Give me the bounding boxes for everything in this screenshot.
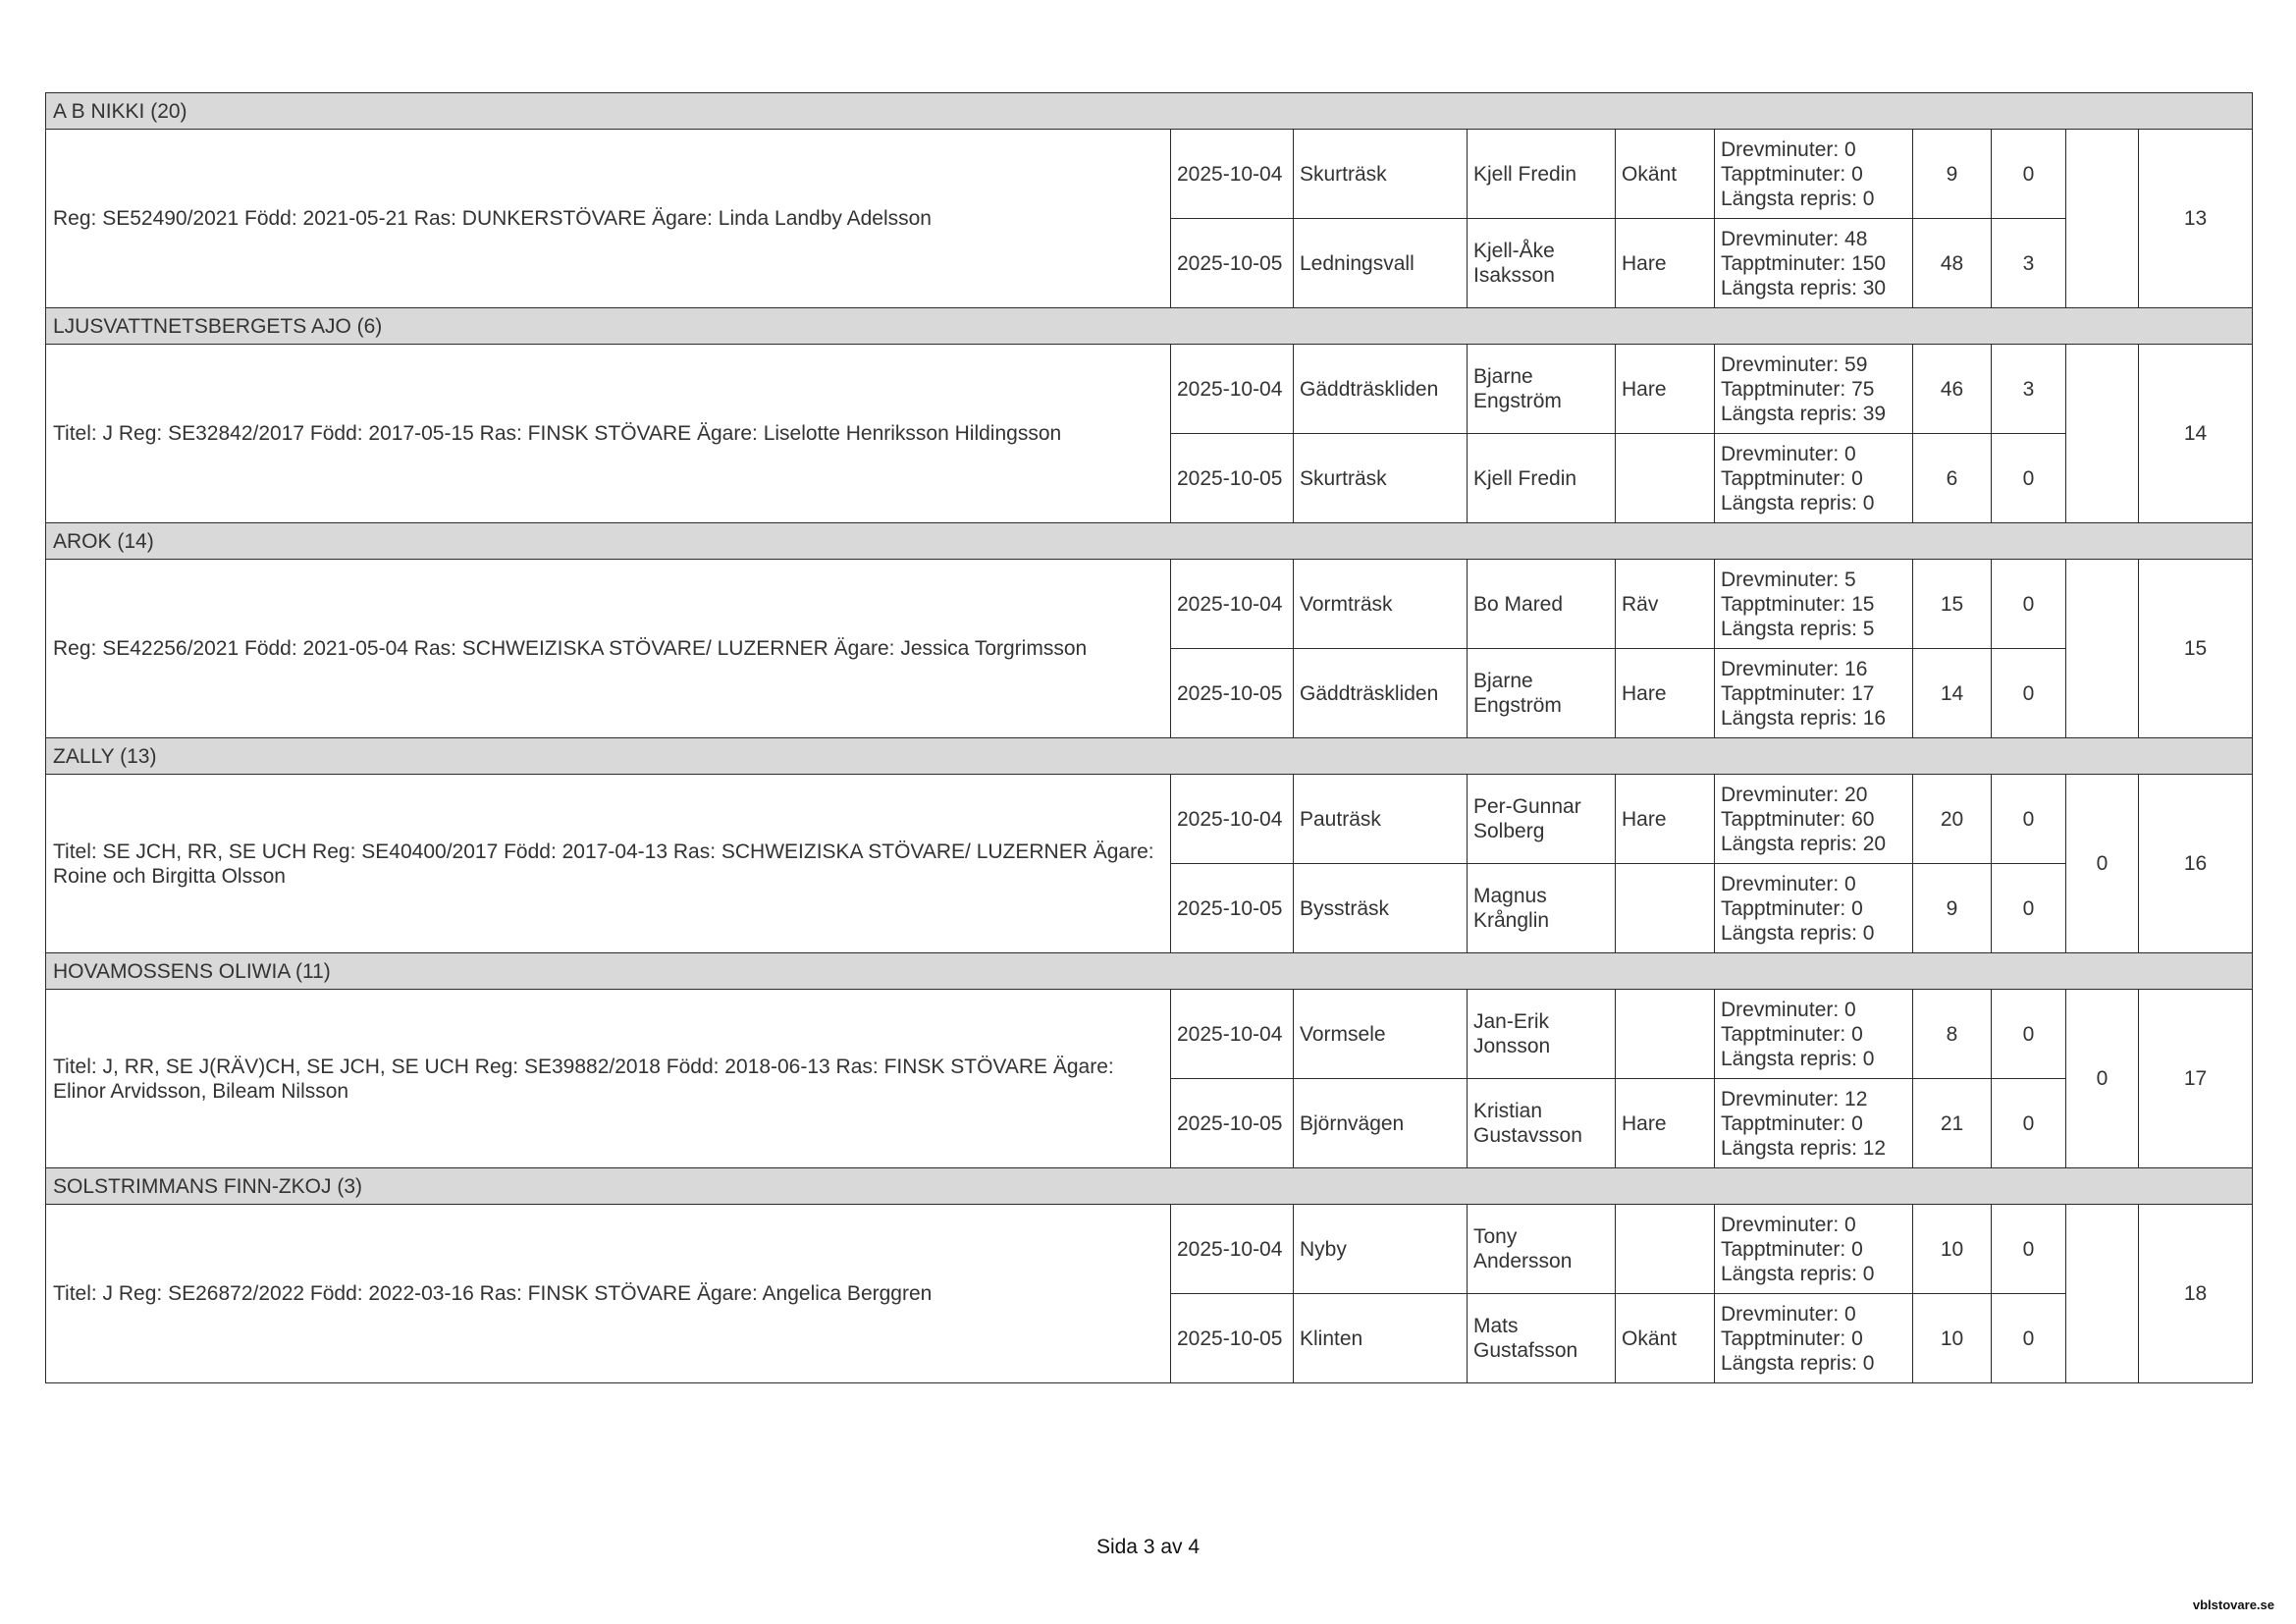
extra-points: 0	[2066, 990, 2139, 1168]
dog-name: AROK (14)	[46, 523, 2253, 560]
trial-date: 2025-10-05	[1171, 1079, 1294, 1168]
dog-name: HOVAMOSSENS OLIWIA (11)	[46, 953, 2253, 990]
trial-date: 2025-10-04	[1171, 130, 1294, 219]
trial-area: Skurträsk	[1294, 434, 1468, 523]
trial-run-row	[46, 345, 2253, 434]
score-value: 48	[1913, 219, 1992, 308]
judge-name: Magnus Krånglin	[1468, 864, 1616, 953]
game-type: Hare	[1616, 219, 1715, 308]
dog-name: LJUSVATTNETSBERGETS AJO (6)	[46, 308, 2253, 345]
judge-name: Jan-Erik Jonsson	[1468, 990, 1616, 1079]
dog-details: Reg: SE42256/2021 Född: 2021-05-04 Ras: SCHWEIZISKA STÖVARE/ LUZERNER Ägare: Jessica Torgrimsson	[46, 560, 1171, 738]
placement: 18	[2139, 1205, 2253, 1383]
judge-name: Bjarne Engström	[1468, 345, 1616, 434]
trial-date: 2025-10-04	[1171, 560, 1294, 649]
game-type: Hare	[1616, 345, 1715, 434]
score-value: 10	[1913, 1294, 1992, 1383]
points-value: 0	[1992, 434, 2066, 523]
game-type	[1616, 434, 1715, 523]
points-value: 0	[1992, 990, 2066, 1079]
trial-date: 2025-10-04	[1171, 990, 1294, 1079]
trial-date: 2025-10-05	[1171, 864, 1294, 953]
score-value: 9	[1913, 130, 1992, 219]
trial-date: 2025-10-05	[1171, 219, 1294, 308]
dog-name: ZALLY (13)	[46, 738, 2253, 775]
dog-heading-row	[46, 308, 2253, 345]
run-statistics: Drevminuter: 0 Tapptminuter: 0 Längsta repris: 0	[1715, 1205, 1913, 1294]
trial-run-row	[46, 775, 2253, 864]
score-value: 9	[1913, 864, 1992, 953]
score-value: 10	[1913, 1205, 1992, 1294]
run-statistics: Drevminuter: 48 Tapptminuter: 150 Längsta repris: 30	[1715, 219, 1913, 308]
results-table	[45, 92, 2253, 1383]
trial-date: 2025-10-05	[1171, 649, 1294, 738]
points-value: 0	[1992, 1205, 2066, 1294]
judge-name: Kjell-Åke Isaksson	[1468, 219, 1616, 308]
trial-area: Vormsele	[1294, 990, 1468, 1079]
judge-name: Tony Andersson	[1468, 1205, 1616, 1294]
trial-area: Nyby	[1294, 1205, 1468, 1294]
extra-points	[2066, 560, 2139, 738]
score-value: 46	[1913, 345, 1992, 434]
extra-points	[2066, 345, 2139, 523]
points-value: 0	[1992, 1079, 2066, 1168]
points-value: 0	[1992, 775, 2066, 864]
run-statistics: Drevminuter: 59 Tapptminuter: 75 Längsta repris: 39	[1715, 345, 1913, 434]
trial-area: Vormträsk	[1294, 560, 1468, 649]
run-statistics: Drevminuter: 16 Tapptminuter: 17 Längsta repris: 16	[1715, 649, 1913, 738]
trial-date: 2025-10-04	[1171, 775, 1294, 864]
game-type	[1616, 864, 1715, 953]
judge-name: Kristian Gustavsson	[1468, 1079, 1616, 1168]
dog-heading-row	[46, 93, 2253, 130]
trial-run-row	[46, 990, 2253, 1079]
placement: 15	[2139, 560, 2253, 738]
trial-area: Björnvägen	[1294, 1079, 1468, 1168]
trial-area: Byssträsk	[1294, 864, 1468, 953]
game-type: Hare	[1616, 775, 1715, 864]
run-statistics: Drevminuter: 5 Tapptminuter: 15 Längsta repris: 5	[1715, 560, 1913, 649]
run-statistics: Drevminuter: 0 Tapptminuter: 0 Längsta repris: 0	[1715, 130, 1913, 219]
trial-date: 2025-10-04	[1171, 345, 1294, 434]
run-statistics: Drevminuter: 0 Tapptminuter: 0 Längsta repris: 0	[1715, 990, 1913, 1079]
run-statistics: Drevminuter: 0 Tapptminuter: 0 Längsta repris: 0	[1715, 1294, 1913, 1383]
game-type: Räv	[1616, 560, 1715, 649]
dog-heading-row	[46, 738, 2253, 775]
points-value: 0	[1992, 1294, 2066, 1383]
judge-name: Kjell Fredin	[1468, 130, 1616, 219]
trial-date: 2025-10-05	[1171, 1294, 1294, 1383]
trial-date: 2025-10-05	[1171, 434, 1294, 523]
game-type	[1616, 1205, 1715, 1294]
judge-name: Bjarne Engström	[1468, 649, 1616, 738]
run-statistics: Drevminuter: 0 Tapptminuter: 0 Längsta repris: 0	[1715, 864, 1913, 953]
score-value: 8	[1913, 990, 1992, 1079]
site-name: vblstovare.se	[2192, 1597, 2274, 1612]
trial-area: Gäddträskliden	[1294, 649, 1468, 738]
judge-name: Per-Gunnar Solberg	[1468, 775, 1616, 864]
dog-details: Titel: J Reg: SE32842/2017 Född: 2017-05-15 Ras: FINSK STÖVARE Ägare: Liselotte Henriksson Hildingsson	[46, 345, 1171, 523]
results-body	[46, 93, 2253, 1383]
placement: 16	[2139, 775, 2253, 953]
run-statistics: Drevminuter: 20 Tapptminuter: 60 Längsta repris: 20	[1715, 775, 1913, 864]
dog-heading-row	[46, 523, 2253, 560]
run-statistics: Drevminuter: 12 Tapptminuter: 0 Längsta repris: 12	[1715, 1079, 1913, 1168]
trial-date: 2025-10-04	[1171, 1205, 1294, 1294]
trial-area: Ledningsvall	[1294, 219, 1468, 308]
points-value: 0	[1992, 130, 2066, 219]
score-value: 21	[1913, 1079, 1992, 1168]
placement: 17	[2139, 990, 2253, 1168]
dog-details: Titel: J, RR, SE J(RÄV)CH, SE JCH, SE UCH Reg: SE39882/2018 Född: 2018-06-13 Ras: FINSK STÖVARE Ägare: Elinor Arvidsson, Bileam Nilsson	[46, 990, 1171, 1168]
trial-area: Skurträsk	[1294, 130, 1468, 219]
trial-area: Klinten	[1294, 1294, 1468, 1383]
judge-name: Kjell Fredin	[1468, 434, 1616, 523]
page-number: Sida 3 av 4	[1095, 1536, 1201, 1558]
extra-points	[2066, 130, 2139, 308]
dog-name: SOLSTRIMMANS FINN-ZKOJ (3)	[46, 1168, 2253, 1205]
trial-area: Gäddträskliden	[1294, 345, 1468, 434]
game-type: Hare	[1616, 1079, 1715, 1168]
trial-run-row	[46, 1205, 2253, 1294]
placement: 14	[2139, 345, 2253, 523]
trial-run-row	[46, 130, 2253, 219]
judge-name: Mats Gustafsson	[1468, 1294, 1616, 1383]
points-value: 3	[1992, 345, 2066, 434]
points-value: 0	[1992, 560, 2066, 649]
dog-heading-row	[46, 1168, 2253, 1205]
score-value: 6	[1913, 434, 1992, 523]
extra-points: 0	[2066, 775, 2139, 953]
dog-heading-row	[46, 953, 2253, 990]
dog-details: Reg: SE52490/2021 Född: 2021-05-21 Ras: DUNKERSTÖVARE Ägare: Linda Landby Adelsson	[46, 130, 1171, 308]
run-statistics: Drevminuter: 0 Tapptminuter: 0 Längsta repris: 0	[1715, 434, 1913, 523]
trial-run-row	[46, 560, 2253, 649]
dog-details: Titel: SE JCH, RR, SE UCH Reg: SE40400/2017 Född: 2017-04-13 Ras: SCHWEIZISKA STÖVARE/ LUZERNER Ägare: Roine och Birgitta Olsson	[46, 775, 1171, 953]
points-value: 0	[1992, 649, 2066, 738]
placement: 13	[2139, 130, 2253, 308]
score-value: 15	[1913, 560, 1992, 649]
extra-points	[2066, 1205, 2139, 1383]
score-value: 14	[1913, 649, 1992, 738]
game-type: Okänt	[1616, 1294, 1715, 1383]
score-value: 20	[1913, 775, 1992, 864]
points-value: 3	[1992, 219, 2066, 308]
game-type	[1616, 990, 1715, 1079]
dog-name: A B NIKKI (20)	[46, 93, 2253, 130]
game-type: Hare	[1616, 649, 1715, 738]
dog-details: Titel: J Reg: SE26872/2022 Född: 2022-03-16 Ras: FINSK STÖVARE Ägare: Angelica Berggren	[46, 1205, 1171, 1383]
judge-name: Bo Mared	[1468, 560, 1616, 649]
game-type: Okänt	[1616, 130, 1715, 219]
points-value: 0	[1992, 864, 2066, 953]
trial-area: Pauträsk	[1294, 775, 1468, 864]
